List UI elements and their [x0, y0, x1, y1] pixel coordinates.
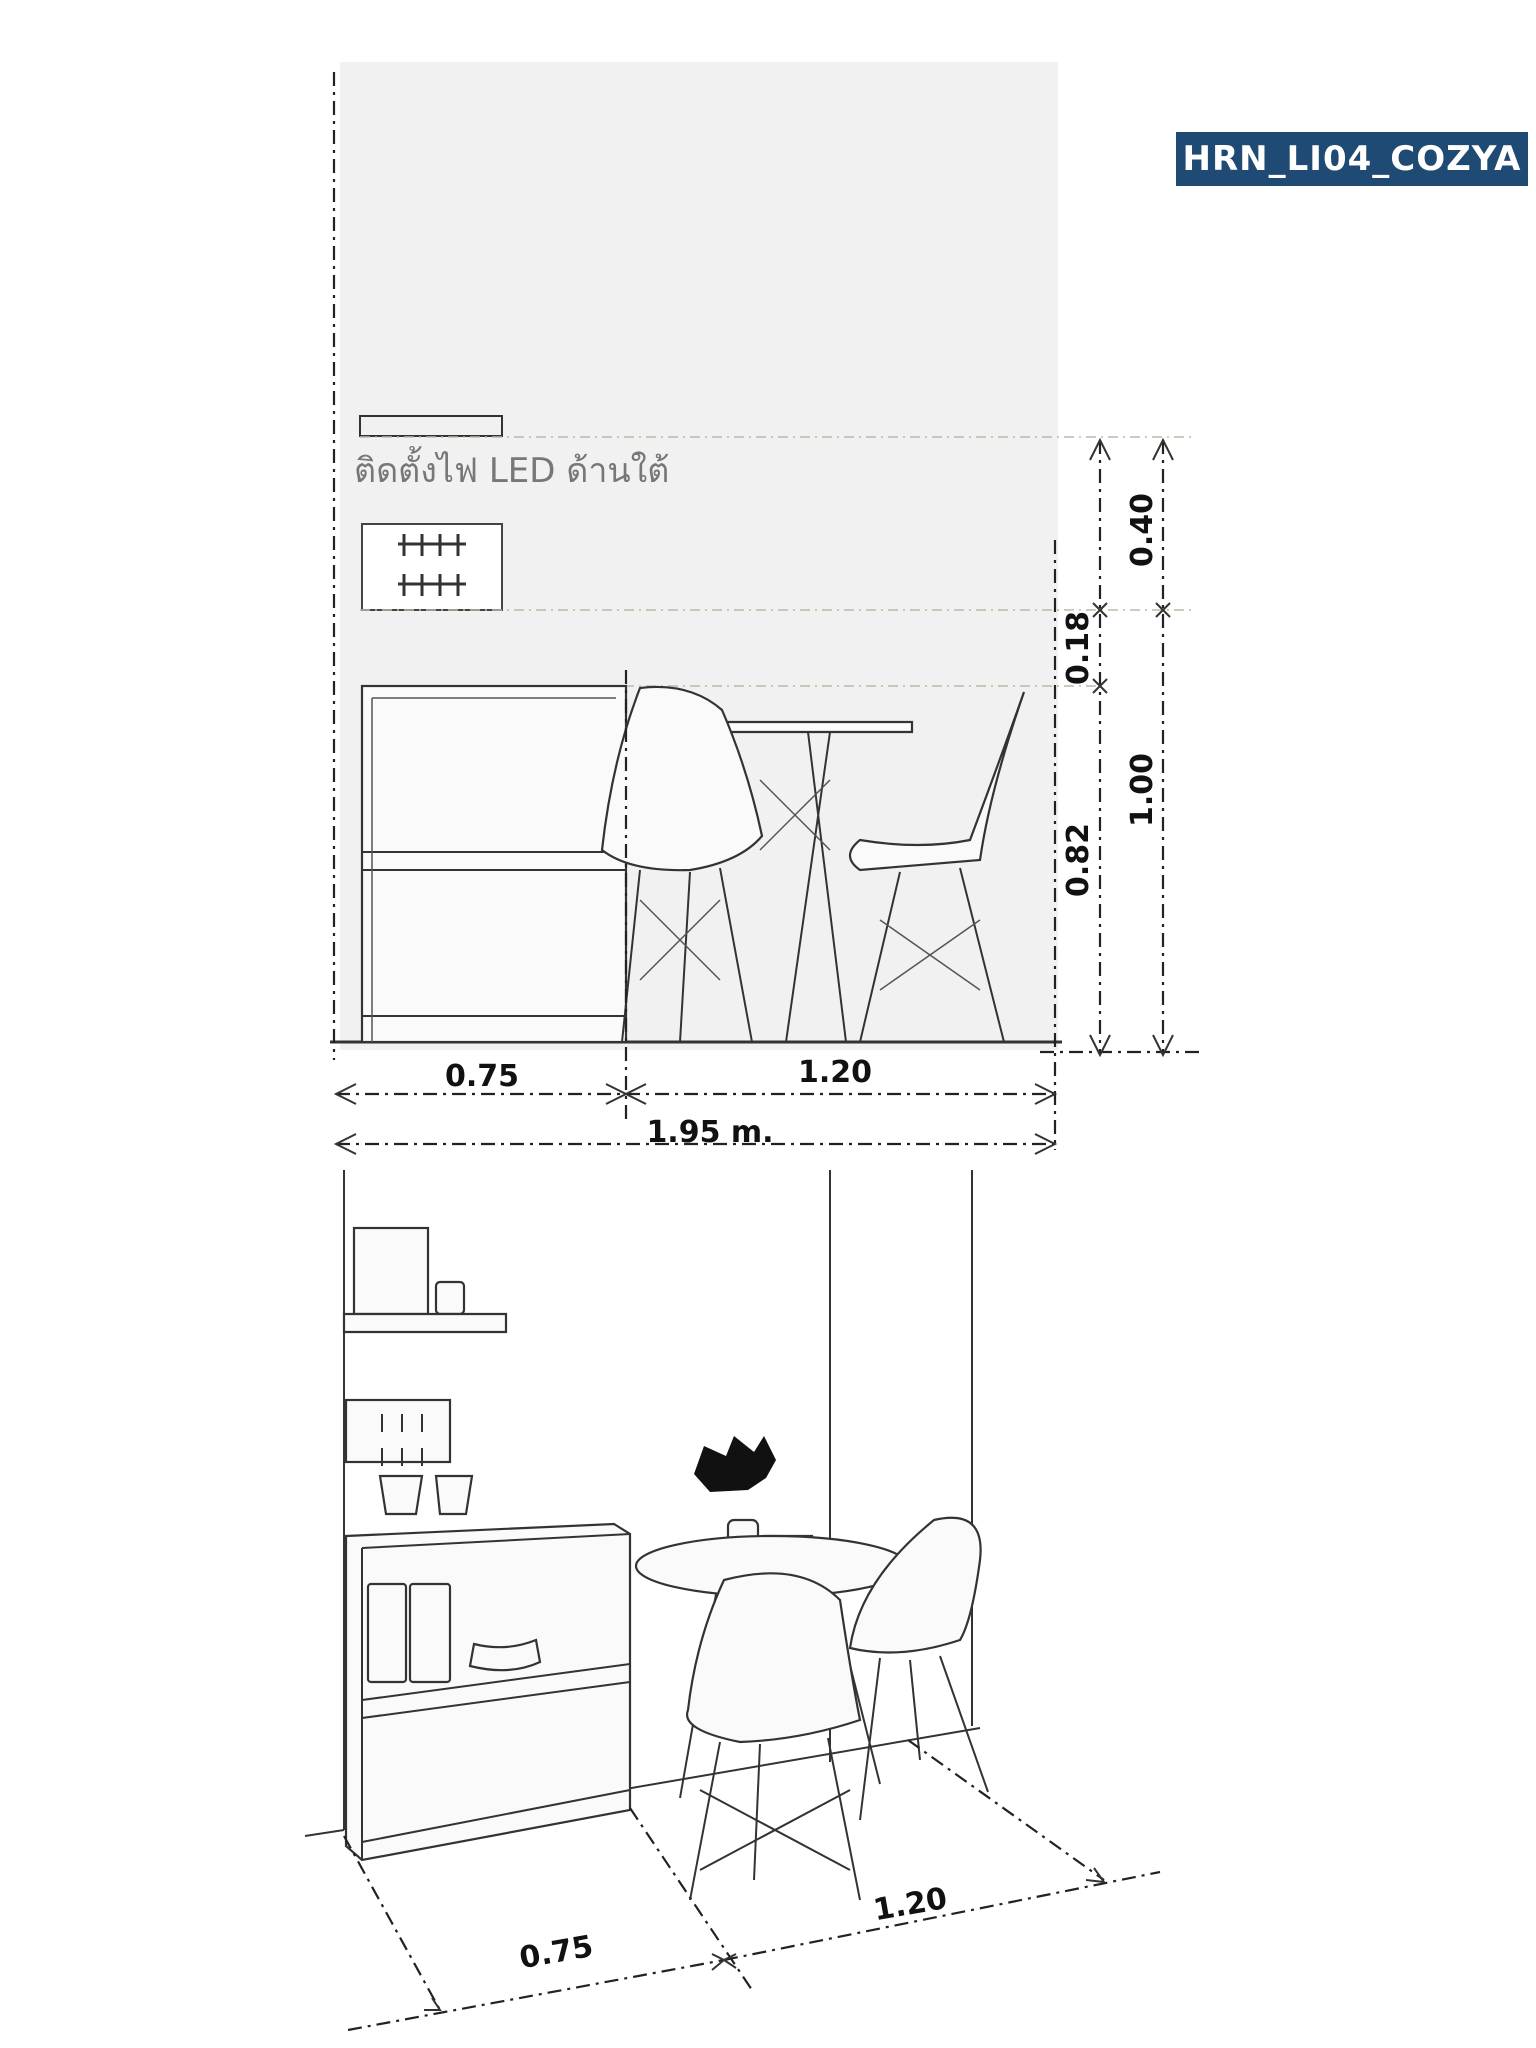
dim-width-left: 0.75 — [444, 1059, 520, 1094]
dim-depth-left: 0.75 — [516, 1928, 596, 1977]
dim-width-right: 1.20 — [797, 1055, 873, 1090]
pegboard-perspective — [346, 1400, 472, 1514]
dim-cabinet-height: 0.82 — [1061, 822, 1096, 898]
dim-lower-height: 1.00 — [1125, 752, 1160, 828]
dim-depth-right: 1.20 — [870, 1880, 950, 1929]
pegboard — [362, 524, 502, 610]
led-note: ติดตั้งไฟ LED ด้านใต้ — [354, 451, 670, 491]
perspective-view — [305, 1170, 1160, 2030]
elevation-view — [330, 62, 1200, 1154]
code-label: HRN_LI04_COZYA — [1176, 132, 1528, 186]
wall-shelf — [344, 1228, 506, 1332]
cabinet-elevation — [362, 686, 626, 1042]
dim-shelf-gap: 0.40 — [1125, 492, 1160, 568]
cabinet-perspective — [346, 1524, 630, 1860]
dim-width-total: 1.95 m. — [646, 1115, 774, 1150]
dim-pegboard: 0.18 — [1061, 610, 1096, 686]
chair-perspective-front — [687, 1573, 860, 1900]
